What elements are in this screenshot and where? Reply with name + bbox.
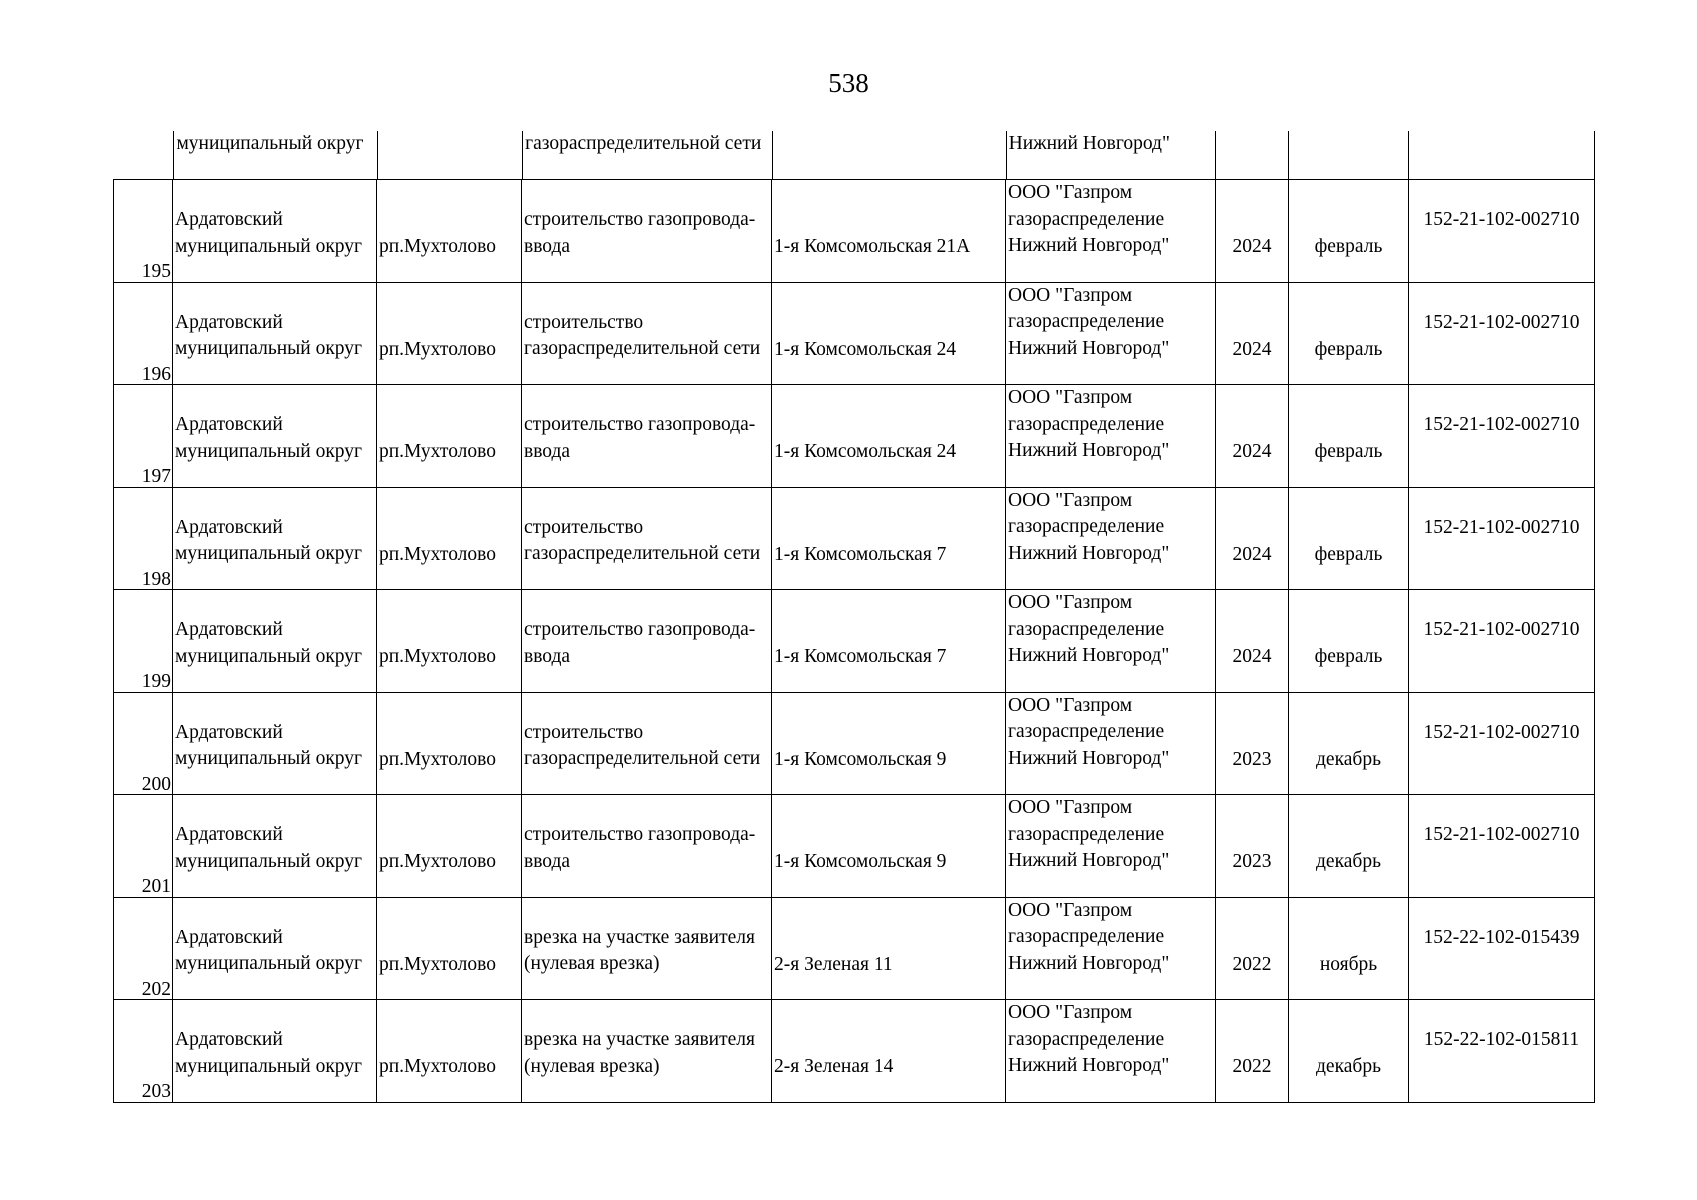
address-cell: 1-я Комсомольская 9 [771, 795, 1005, 897]
code-cell: 152-21-102-002710 [1408, 488, 1595, 590]
month-cell: декабрь [1288, 693, 1408, 795]
address-cell: 2-я Зеленая 11 [771, 898, 1005, 1000]
row-number: 196 [141, 363, 171, 385]
row-number: 203 [141, 1081, 171, 1102]
row-number: 200 [141, 773, 171, 795]
month-cell: февраль [1288, 385, 1408, 487]
table-row [113, 693, 1595, 796]
locality-cell: рп.Мухтолово [376, 795, 521, 897]
district-cell: Ардатовский муниципальный округ [172, 385, 376, 487]
code-cell: 152-21-102-002710 [1408, 693, 1595, 795]
month-cell [1288, 131, 1408, 179]
year-cell: 2024 [1215, 488, 1288, 590]
code-cell: 152-21-102-002710 [1408, 795, 1595, 897]
company-cell: ООО "Газпром газораспределение Нижний Новгород" [1005, 180, 1215, 282]
work-type-cell: врезка на участке заявителя (нулевая врезка) [521, 898, 771, 1000]
locality-cell: рп.Мухтолово [376, 590, 521, 692]
row-number-cell [113, 488, 172, 590]
district-cell: Ардатовский муниципальный округ [172, 283, 376, 385]
work-type-cell: строительство газопровода- ввода [521, 385, 771, 487]
address-cell: 1-я Комсомольская 24 [771, 385, 1005, 487]
code-cell [1408, 131, 1595, 179]
month-cell: февраль [1288, 180, 1408, 282]
work-type-cell: строительство газопровода- ввода [521, 590, 771, 692]
row-number-cell [113, 283, 172, 385]
row-number-cell [113, 795, 172, 897]
work-type-cell: газораспределительной сети [522, 131, 772, 179]
month-cell: февраль [1288, 590, 1408, 692]
district-cell: Ардатовский муниципальный округ [172, 180, 376, 282]
address-cell: 1-я Комсомольская 9 [771, 693, 1005, 795]
district-cell: муниципальный округ [173, 131, 377, 179]
table-row [113, 1000, 1595, 1103]
continuation-row [113, 131, 1595, 180]
district-cell: Ардатовский муниципальный округ [172, 488, 376, 590]
code-cell: 152-21-102-002710 [1408, 180, 1595, 282]
work-type-cell: строительство газопровода- ввода [521, 180, 771, 282]
code-cell: 152-21-102-002710 [1408, 590, 1595, 692]
locality-cell: рп.Мухтолово [376, 1000, 521, 1102]
year-cell: 2024 [1215, 590, 1288, 692]
company-cell: Нижний Новгород" [1006, 131, 1216, 179]
work-type-cell: врезка на участке заявителя (нулевая врезка) [521, 1000, 771, 1102]
table-row [113, 898, 1595, 1001]
district-cell: Ардатовский муниципальный округ [172, 693, 376, 795]
row-number: 198 [141, 568, 171, 590]
table-row [113, 795, 1595, 898]
address-cell: 1-я Комсомольская 7 [771, 488, 1005, 590]
row-number-cell [113, 131, 173, 179]
company-cell: ООО "Газпром газораспределение Нижний Новгород" [1005, 1000, 1215, 1102]
year-cell: 2024 [1215, 283, 1288, 385]
table-row [113, 283, 1595, 386]
locality-cell: рп.Мухтолово [376, 283, 521, 385]
year-cell: 2024 [1215, 385, 1288, 487]
row-number-cell [113, 1000, 172, 1102]
year-cell: 2024 [1215, 180, 1288, 282]
row-number: 199 [141, 671, 171, 692]
company-cell: ООО "Газпром газораспределение Нижний Новгород" [1005, 590, 1215, 692]
code-cell: 152-22-102-015439 [1408, 898, 1595, 1000]
address-cell: 1-я Комсомольская 21А [771, 180, 1005, 282]
address-cell: 1-я Комсомольская 7 [771, 590, 1005, 692]
company-cell: ООО "Газпром газораспределение Нижний Новгород" [1005, 795, 1215, 897]
code-cell: 152-22-102-015811 [1408, 1000, 1595, 1102]
locality-cell: рп.Мухтолово [376, 898, 521, 1000]
row-number: 195 [141, 261, 171, 282]
year-cell: 2022 [1215, 1000, 1288, 1102]
work-type-cell: строительство газопровода- ввода [521, 795, 771, 897]
work-type-cell: строительство газораспределительной сети [521, 693, 771, 795]
month-cell: декабрь [1288, 1000, 1408, 1102]
row-number: 197 [141, 466, 171, 487]
district-cell: Ардатовский муниципальный округ [172, 795, 376, 897]
year-cell [1215, 131, 1288, 179]
code-cell: 152-21-102-002710 [1408, 385, 1595, 487]
company-cell: ООО "Газпром газораспределение Нижний Новгород" [1005, 898, 1215, 1000]
year-cell: 2023 [1215, 795, 1288, 897]
row-number-cell [113, 693, 172, 795]
district-cell: Ардатовский муниципальный округ [172, 1000, 376, 1102]
work-type-cell: строительство газораспределительной сети [521, 283, 771, 385]
table-row [113, 590, 1595, 693]
locality-cell: рп.Мухтолово [376, 488, 521, 590]
company-cell: ООО "Газпром газораспределение Нижний Новгород" [1005, 693, 1215, 795]
month-cell: декабрь [1288, 795, 1408, 897]
row-number-cell [113, 898, 172, 1000]
year-cell: 2022 [1215, 898, 1288, 1000]
locality-cell: рп.Мухтолово [376, 385, 521, 487]
address-cell: 2-я Зеленая 14 [771, 1000, 1005, 1102]
month-cell: февраль [1288, 283, 1408, 385]
row-number: 201 [141, 876, 171, 897]
table-row [113, 488, 1595, 591]
address-cell [772, 131, 1006, 179]
company-cell: ООО "Газпром газораспределение Нижний Новгород" [1005, 283, 1215, 385]
code-cell: 152-21-102-002710 [1408, 283, 1595, 385]
table-row [113, 385, 1595, 488]
locality-cell: рп.Мухтолово [376, 180, 521, 282]
page-number: 538 [828, 68, 869, 98]
month-cell: ноябрь [1288, 898, 1408, 1000]
data-table [113, 131, 1595, 1103]
address-cell: 1-я Комсомольская 24 [771, 283, 1005, 385]
year-cell: 2023 [1215, 693, 1288, 795]
locality-cell: рп.Мухтолово [376, 693, 521, 795]
district-cell: Ардатовский муниципальный округ [172, 898, 376, 1000]
month-cell: февраль [1288, 488, 1408, 590]
work-type-cell: строительство газораспределительной сети [521, 488, 771, 590]
table-row [113, 180, 1595, 283]
row-number-cell [113, 180, 172, 282]
district-cell: Ардатовский муниципальный округ [172, 590, 376, 692]
row-number-cell [113, 590, 172, 692]
row-number-cell [113, 385, 172, 487]
row-number: 202 [141, 978, 171, 1000]
locality-cell [377, 131, 522, 179]
company-cell: ООО "Газпром газораспределение Нижний Новгород" [1005, 385, 1215, 487]
company-cell: ООО "Газпром газораспределение Нижний Новгород" [1005, 488, 1215, 590]
